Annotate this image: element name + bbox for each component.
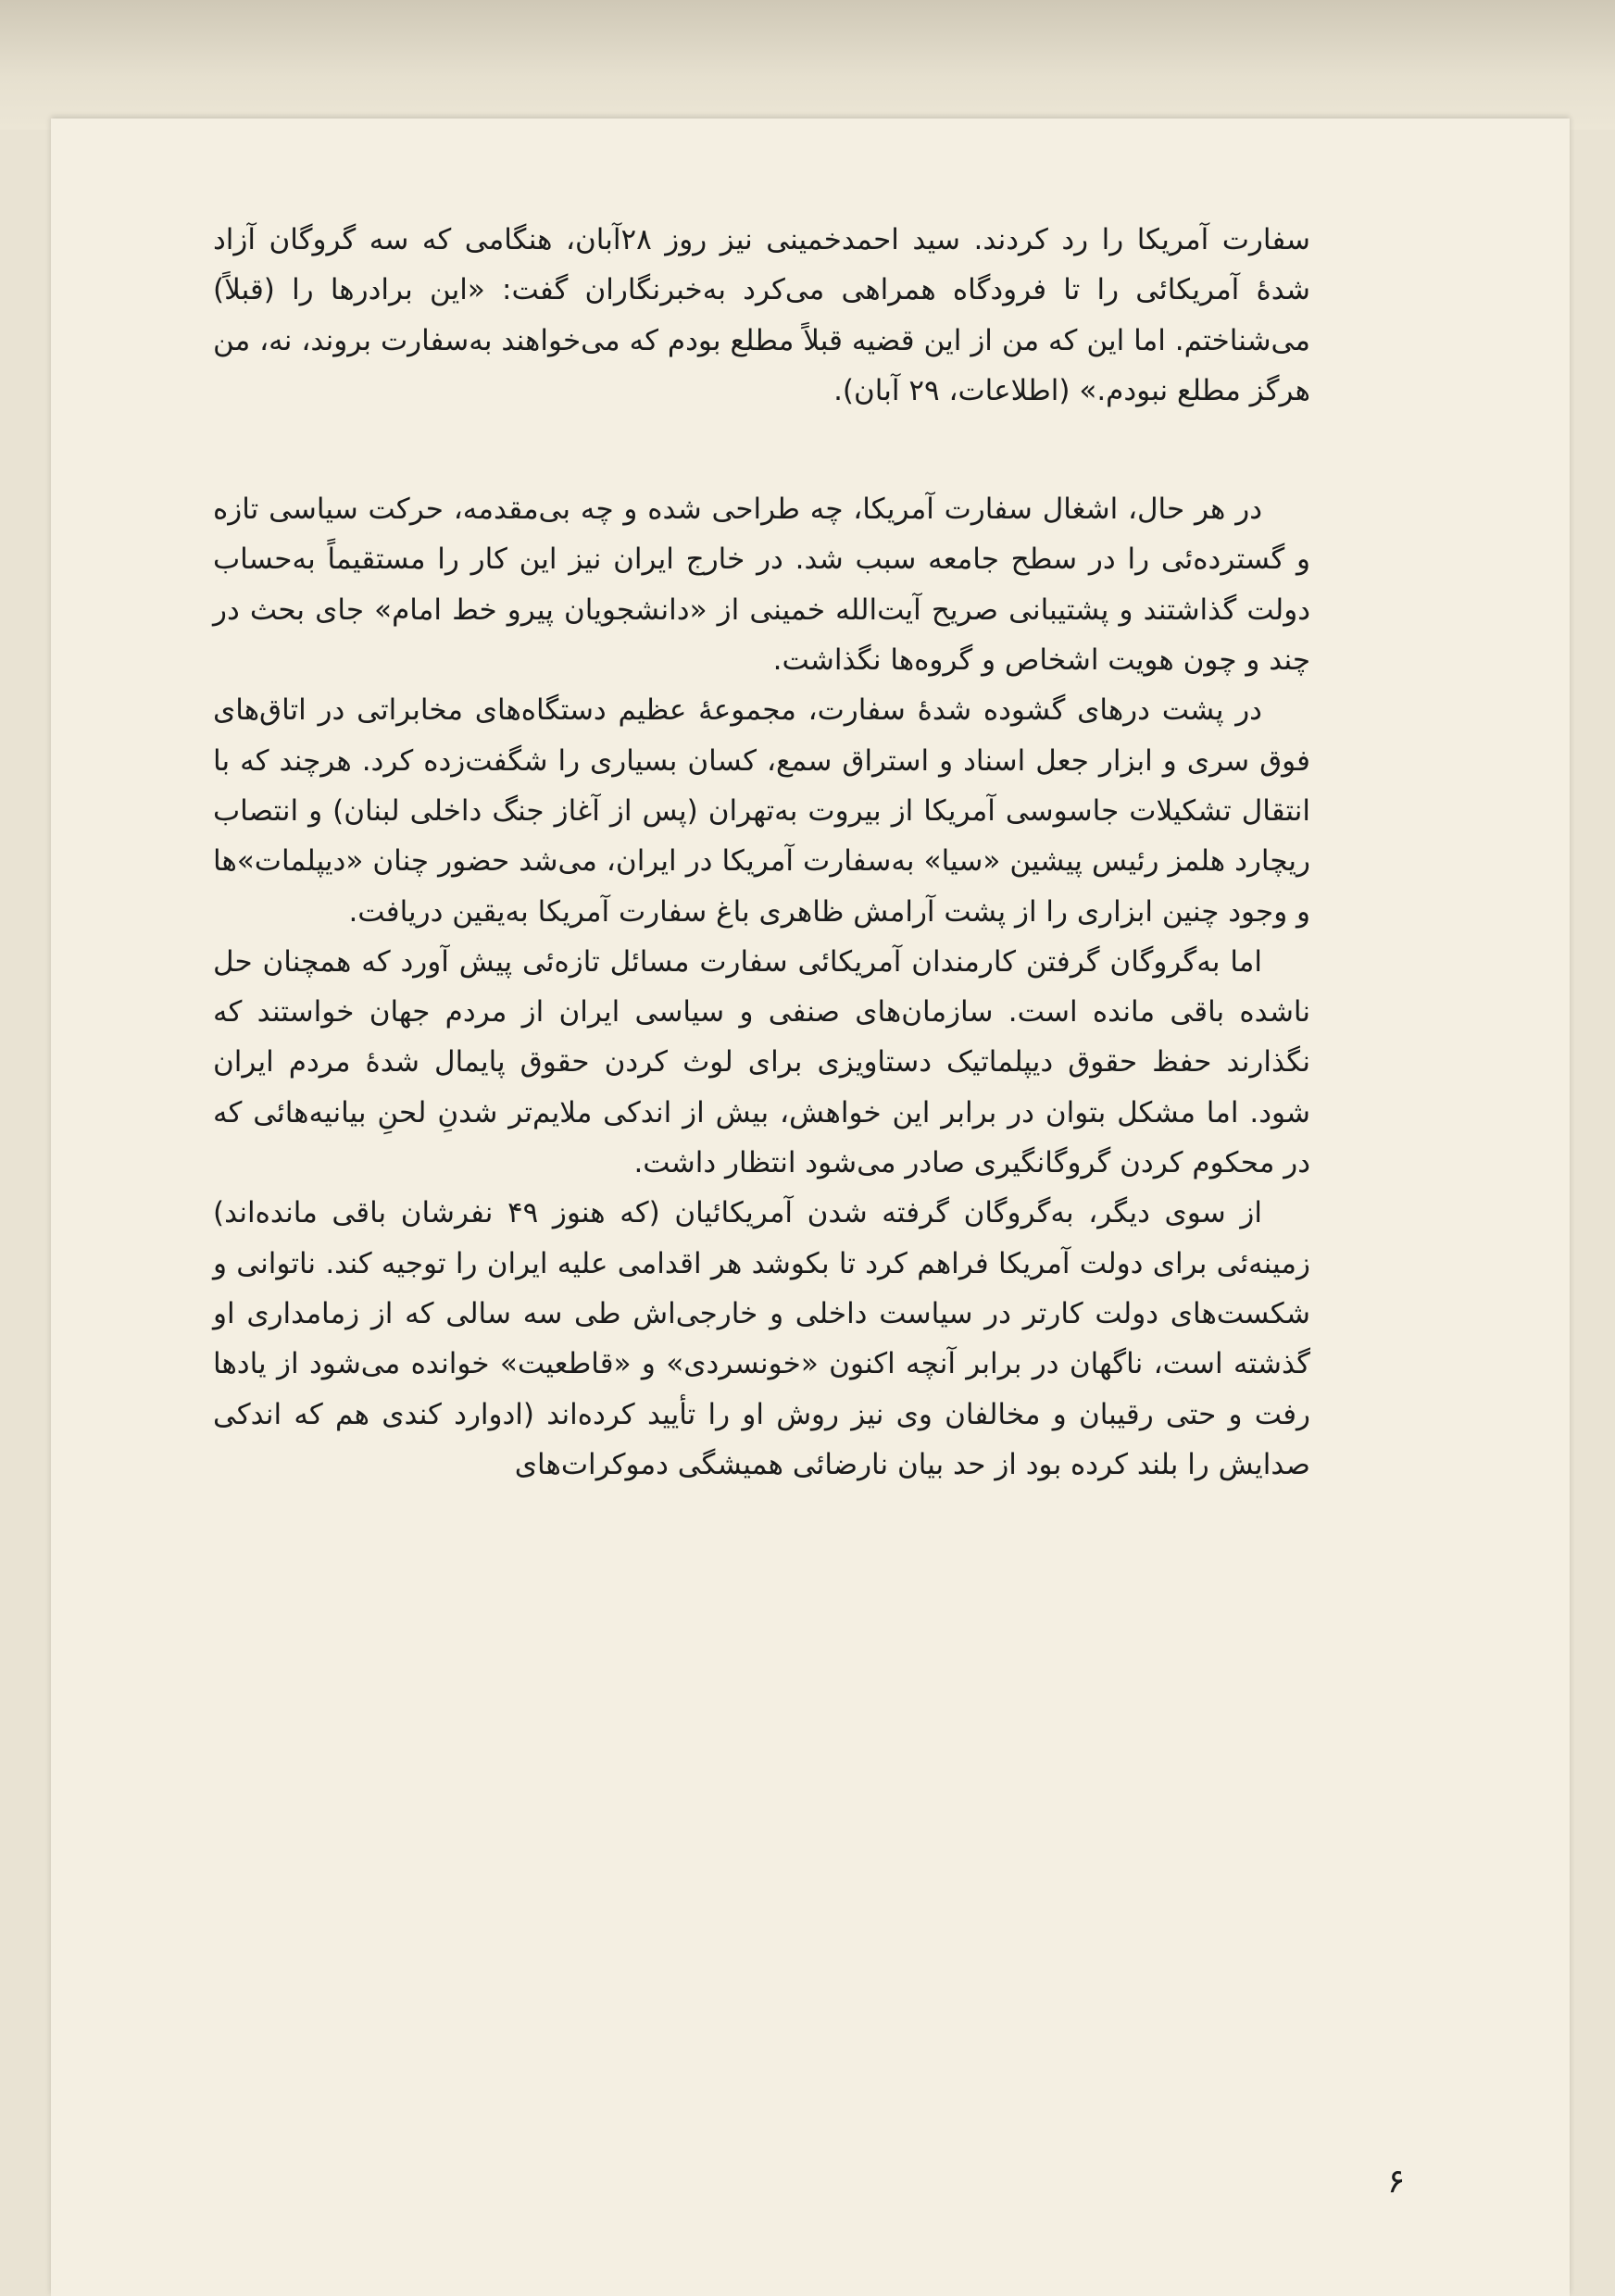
paragraph-5: از سوی دیگر، به‌گروگان گرفته شدن آمریکائیان (که هنوز ۴۹ نفرشان باقی مانده‌اند) زمینه‌ئی برای دولت آمریکا فراهم کرد تا بکوشد هر اقدامی علیه ایران را توجیه کند. ناتوانی و شکست‌های دولت کارتر در سیاست داخلی و خارجی‌اش طی سه سالی که از زمامداری او گذشته است، ناگهان در برابر آنچه اکنون «خونسردی» و «قاطعیت» خوانده می‌شود از یادها رفت و حتی رقیبان و مخالفان وی نیز روش او را تأیید کرده‌اند (ادوارد کندی هم که اندکی صدایش را بلند کرده بود از حد بیان نارضائی همیشگی دموکرات‌های	[213, 1196, 1310, 1481]
paragraph-3: در پشت درهای گشوده شدهٔ سفارت، مجموعهٔ عظیم دستگاه‌های مخابراتی در اتاق‌های فوق سری و ابزار جعل اسناد و استراق سمع، کسان بسیاری را شگفت‌زده کرد. هرچند که با انتقال تشکیلات جاسوسی آمریکا از بیروت به‌تهران (پس از آغاز جنگ داخلی لبنان) و انتصاب ریچارد هلمز رئیس پیشین «سیا» به‌سفارت آمریکا در ایران، می‌شد حضور چنان «دیپلمات»ها و وجود چنین ابزاری را از پشت آرامش ظاهری باغ سفارت آمریکا به‌یقین دریافت.	[213, 693, 1310, 929]
page-number: ۶	[1387, 2163, 1406, 2201]
paragraph-1: سفارت آمریکا را رد کردند. سید احمدخمینی نیز روز ۲۸آبان، هنگامی که سه گروگان آزاد شدهٔ آمریکائی را تا فرودگاه همراهی می‌کرد به‌خبرنگاران گفت: «این برادرها را (قبلاً) می‌شناختم. اما این که من از این قضیه قبلاً مطلع بودم که می‌خواهند به‌سفارت بروند، نه، من هرگز مطلع نبودم.» (اطلاعات، ۲۹ آبان).	[213, 223, 1311, 407]
page-body-text	[213, 215, 1310, 1490]
paragraph-2: در هر حال، اشغال سفارت آمریکا، چه طراحی شده و چه بی‌مقدمه، حرکت سیاسی تازه و گسترده‌ئی را در سطح جامعه سبب شد. در خارج ایران نیز این کار را مستقیماً به‌حساب دولت گذاشتند و پشتیبانی صریح آیت‌الله خمینی از «دانشجویان پیرو خط امام» جای بحث در چند و چون هویت اشخاص و گروه‌ها نگذاشت.	[213, 493, 1310, 678]
paragraph-4: اما به‌گروگان گرفتن کارمندان آمریکائی سفارت مسائل تازه‌ئی پیش آورد که همچنان حل ناشده باقی مانده است. سازمان‌های صنفی و سیاسی ایران از مردم جهان خواستند که نگذارند حفظ حقوق دیپلماتیک دستاویزی برای لوث کردن حقوق پایمال شدهٔ مردم ایران شود. اما مشکل بتوان در برابر این خواهش، بیش از اندکی ملایم‌تر شدنِ لحنِ بیانیه‌هائی که در محکوم کردن گروگانگیری صادر می‌شود انتظار داشت.	[213, 944, 1310, 1180]
scan-background-top	[0, 0, 1615, 130]
